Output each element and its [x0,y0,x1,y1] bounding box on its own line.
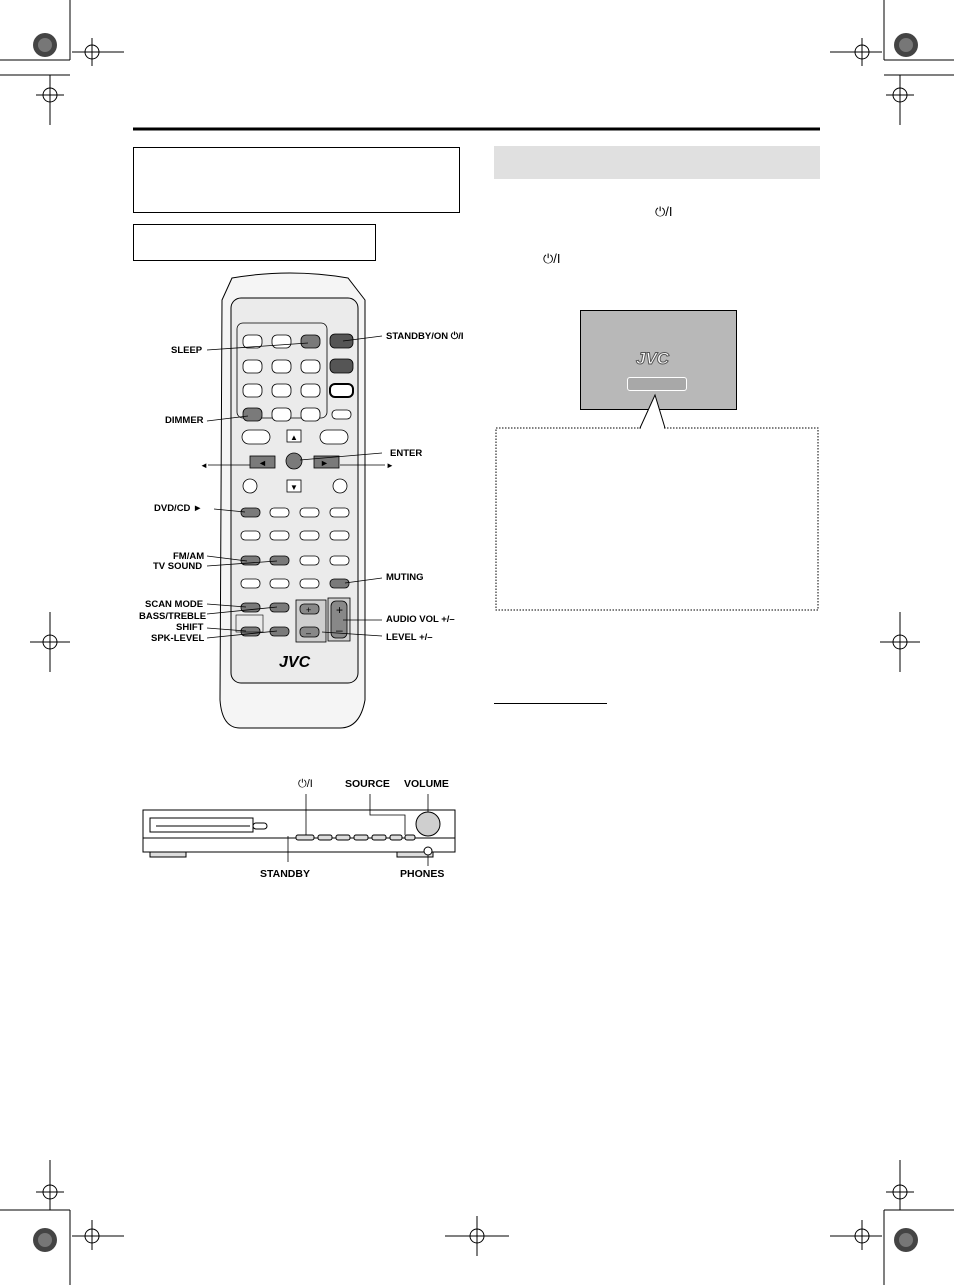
label-tv-sound: TV SOUND [153,561,203,572]
label-source: SOURCE [345,778,390,790]
label-standby: STANDBY [260,868,310,880]
label-sleep: SLEEP [171,345,203,356]
label-dvd-cd: DVD/CD ► [154,503,203,514]
label-unit-power: ⏻/I [298,778,313,790]
svg-text:►: ► [320,458,329,468]
label-scan-mode: SCAN MODE [145,599,204,610]
label-audio-vol: AUDIO VOL +/– [386,614,455,625]
svg-text:◄: ◄ [200,461,208,470]
label-level: LEVEL +/– [386,632,433,643]
label-spk-level: SPK-LEVEL [151,633,205,644]
label-fm-am: FM/AM [173,551,205,562]
label-enter: ENTER [390,448,423,459]
svg-text:–: – [336,623,343,637]
svg-text:+: + [306,605,312,615]
tv-jvc-logo: JVC [636,349,670,368]
label-volume: VOLUME [404,778,449,790]
label-shift: SHIFT [176,622,204,633]
power-symbol: ⏻/I [655,204,673,219]
label-standby-on: STANDBY/ON ⏻/I [386,331,464,342]
svg-text:▼: ▼ [290,483,298,492]
label-bass-treble: BASS/TREBLE [139,611,207,622]
svg-text:◄: ◄ [258,458,267,468]
svg-text:+: + [336,603,344,617]
label-phones: PHONES [400,868,445,880]
svg-text:–: – [306,628,312,638]
label-dimmer: DIMMER [165,415,204,426]
svg-text:JVC: JVC [279,654,311,671]
label-muting: MUTING [386,572,424,583]
svg-text:►: ► [386,461,394,470]
power-symbol: ⏻/I [543,251,561,266]
svg-text:▲: ▲ [290,433,298,442]
